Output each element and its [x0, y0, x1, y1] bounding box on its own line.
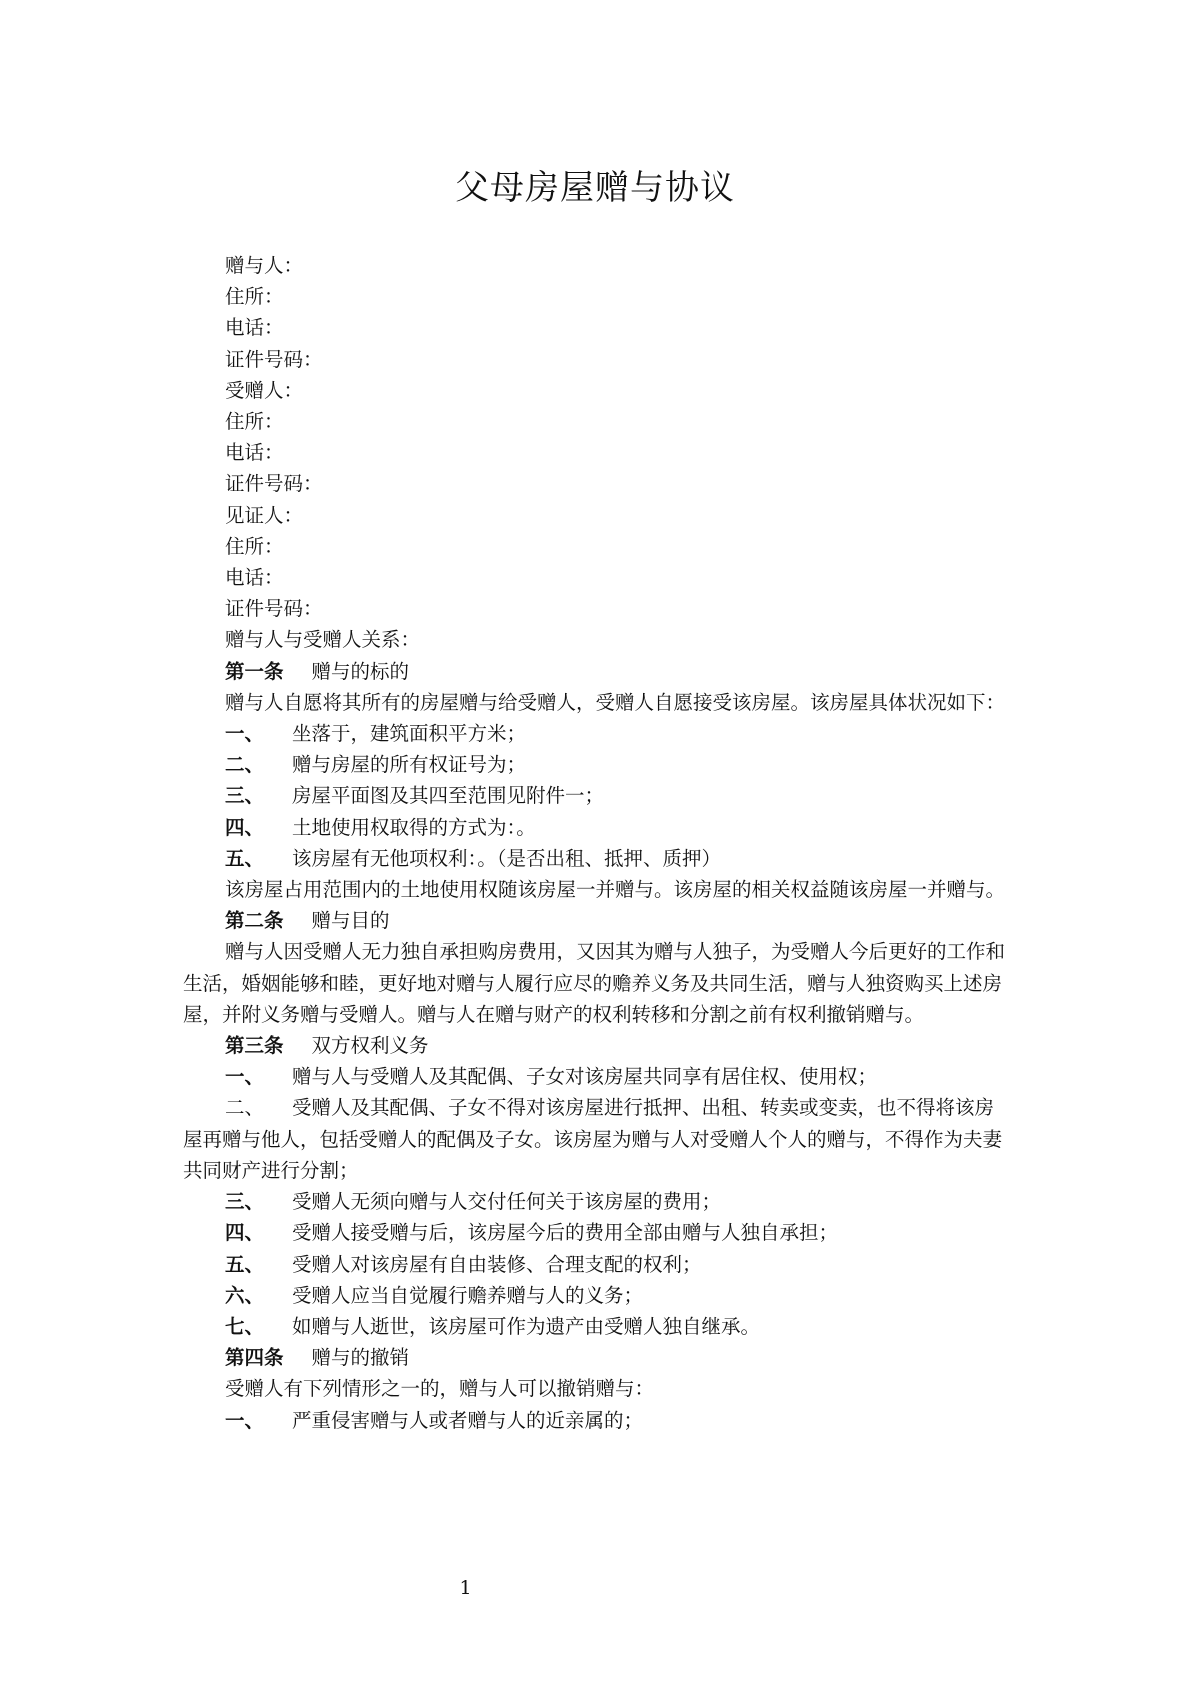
- list-item: [183, 1217, 1013, 1248]
- article-heading: [183, 1342, 1013, 1373]
- list-text: 受赠人接受赠与后，该房屋今后的费用全部由赠与人独自承担；: [292, 1221, 839, 1245]
- list-text: 如赠与人逝世，该房屋可作为遗产由受赠人独自继承。: [292, 1314, 761, 1338]
- party-line: 住所：: [225, 534, 284, 558]
- list-text: 赠与房屋的所有权证号为；: [292, 753, 527, 777]
- party-line: 电话：: [225, 566, 284, 590]
- list-item: [183, 1092, 1013, 1186]
- article-name: 赠与的标的: [311, 659, 410, 683]
- list-number: 三、: [225, 1190, 265, 1214]
- list-number: 一、: [225, 1065, 265, 1089]
- article-number: 第三条: [225, 1034, 284, 1058]
- party-line: 电话：: [225, 316, 284, 340]
- list-text: 赠与人与受赠人及其配偶、子女对该房屋共同享有居住权、使用权；: [292, 1065, 878, 1089]
- list-item: [183, 718, 1013, 749]
- list-item: [183, 1405, 1013, 1436]
- page-number: 1: [459, 1577, 472, 1599]
- list-item: [183, 1311, 1013, 1342]
- list-number: 四、: [225, 815, 265, 839]
- list-item: [183, 749, 1013, 780]
- article-heading: [183, 905, 1013, 936]
- list-number: 一、: [225, 722, 265, 746]
- list-text: 房屋平面图及其四至范围见附件一；: [292, 784, 605, 808]
- party-line: 赠与人：: [225, 254, 304, 277]
- list-number: 三、: [225, 784, 265, 808]
- article-name: 双方权利义务: [311, 1034, 429, 1058]
- article-number: 第二条: [225, 909, 284, 933]
- article-name: 赠与目的: [311, 909, 390, 933]
- party-line: 证件号码：: [225, 347, 323, 371]
- list-text: 受赠人应当自觉履行赡养赠与人的义务；: [292, 1283, 644, 1307]
- party-line: 住所：: [225, 285, 284, 309]
- list-item: [183, 1249, 1013, 1280]
- list-text: 坐落于，建筑面积平方米；: [292, 722, 527, 746]
- list-number: 一、: [225, 1408, 265, 1432]
- list-item: [183, 812, 1013, 843]
- list-number: 四、: [225, 1221, 265, 1245]
- paragraph: 赠与人自愿将其所有的房屋赠与给受赠人，受赠人自愿接受该房屋。该房屋具体状况如下：: [225, 690, 1006, 714]
- list-item: [183, 1280, 1013, 1311]
- list-text: 受赠人及其配偶、子女不得对该房屋进行抵押、出租、转卖或变卖，也不得将该房屋再赠与他人，包括受赠人的配偶及子女。该房屋为赠与人对受赠人个人的赠与，不得作为夫妻共同财产进行分割；: [183, 1096, 1003, 1182]
- list-item: [183, 780, 1013, 811]
- list-text: 受赠人无须向赠与人交付任何关于该房屋的费用；: [292, 1190, 722, 1214]
- list-item: [183, 1061, 1013, 1092]
- party-line: 证件号码：: [225, 597, 323, 621]
- list-number: 二、: [225, 753, 265, 777]
- document-title: 父母房屋赠与协议: [455, 168, 735, 208]
- party-line: 电话：: [225, 441, 284, 465]
- article-heading: [183, 656, 1013, 687]
- party-line: 受赠人：: [225, 378, 304, 402]
- list-number: 七、: [225, 1314, 265, 1338]
- list-item: [183, 1186, 1013, 1217]
- document-body: [183, 250, 1013, 1436]
- article-heading: [183, 1030, 1013, 1061]
- paragraph: 该房屋占用范围内的土地使用权随该房屋一并赠与。该房屋的相关权益随该房屋一并赠与。: [225, 878, 1006, 902]
- list-text: 严重侵害赠与人或者赠与人的近亲属的；: [292, 1408, 644, 1432]
- list-number: 五、: [225, 1252, 265, 1276]
- list-item: [183, 843, 1013, 874]
- party-line: 见证人：: [225, 503, 304, 527]
- list-number: 六、: [225, 1283, 265, 1307]
- list-text: 受赠人对该房屋有自由装修、合理支配的权利；: [292, 1252, 702, 1276]
- paragraph: 赠与人因受赠人无力独自承担购房费用，又因其为赠与人独子，为受赠人今后更好的工作和生活，婚姻能够和睦，更好地对赠与人履行应尽的赡养义务及共同生活，赠与人独资购买上述房屋，并附义务赠与受赠人。赠与人在赠与财产的权利转移和分割之前有权利撤销赠与。: [183, 940, 1006, 1026]
- list-number: 二、: [225, 1096, 265, 1120]
- paragraph: 受赠人有下列情形之一的，赠与人可以撤销赠与：: [225, 1377, 655, 1401]
- list-text: 土地使用权取得的方式为：。: [292, 815, 536, 839]
- article-number: 第四条: [225, 1346, 284, 1370]
- article-number: 第一条: [225, 659, 284, 683]
- list-text: 该房屋有无他项权利：。（是否出租、抵押、质押）: [292, 846, 722, 870]
- party-line: 赠与人与受赠人关系：: [225, 628, 421, 652]
- party-line: 证件号码：: [225, 472, 323, 496]
- article-name: 赠与的撤销: [311, 1346, 410, 1370]
- list-number: 五、: [225, 846, 265, 870]
- party-line: 住所：: [225, 410, 284, 434]
